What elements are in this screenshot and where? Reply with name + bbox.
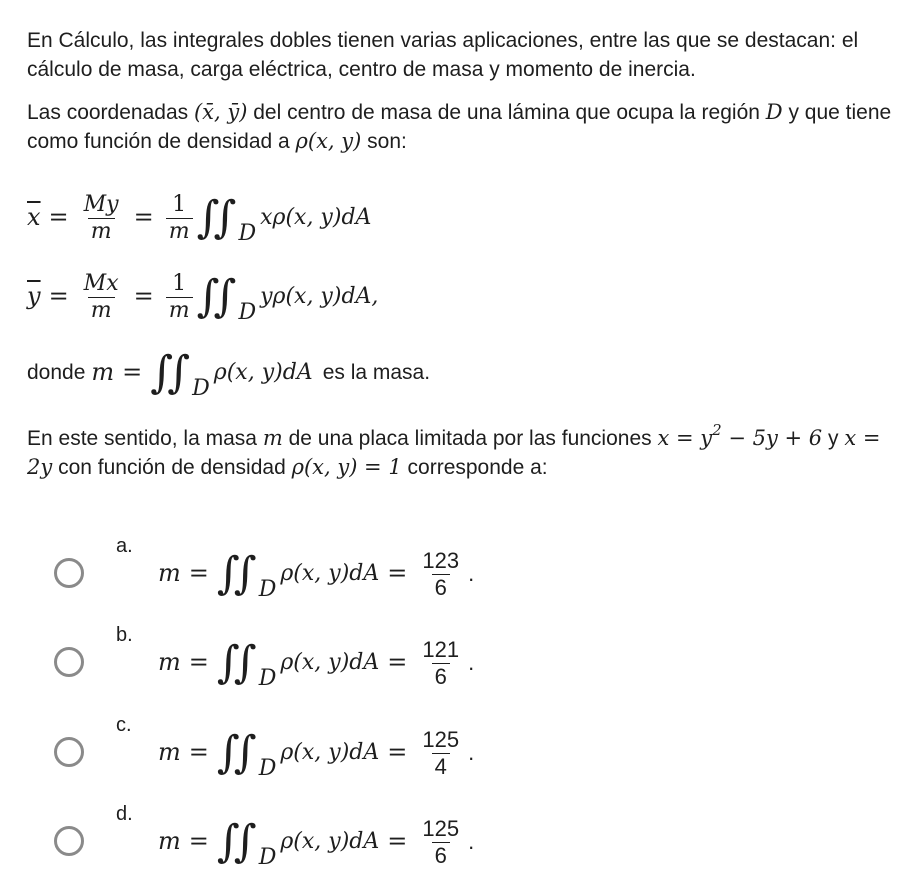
mass-symbol: m <box>158 559 181 588</box>
intro-text: En Cálculo, las integrales dobles tienen varias aplicaciones, entre las que se destacan: el cálculo de masa, carga eléctrica, centro de masa y momento de inercia. <box>27 29 859 82</box>
result-fraction <box>419 548 462 600</box>
mass-symbol: m <box>91 358 115 387</box>
period: . <box>468 828 475 854</box>
ybar-formula <box>27 267 378 327</box>
fraction-numerator: 1 <box>172 271 187 297</box>
radio-button-c[interactable] <box>54 737 84 767</box>
function1-rest: − 5y + 6 <box>721 426 823 450</box>
double-integral-symbol: ∫∫ <box>196 192 231 243</box>
equals-sign: = <box>48 282 69 311</box>
double-integral-symbol: ∫∫ <box>196 271 231 322</box>
equals-sign: = <box>188 738 209 767</box>
function1-exponent: 2 <box>712 421 722 439</box>
radio-button-a[interactable] <box>54 558 84 588</box>
region-subscript: D <box>238 299 257 325</box>
equals-sign: = <box>188 827 209 856</box>
option-letter: b. <box>116 624 133 646</box>
region-subscript: D <box>192 375 210 401</box>
density-condition-math: ρ(x, y) = 1 <box>291 455 402 480</box>
fraction-denominator: 6 <box>432 663 450 689</box>
option-d[interactable] <box>50 800 650 880</box>
fraction-numerator: 121 <box>422 637 460 663</box>
result-fraction <box>419 727 462 779</box>
option-formula <box>158 544 474 604</box>
option-letter: d. <box>116 803 133 825</box>
mx-over-m-fraction <box>81 271 122 323</box>
center-of-mass-paragraph <box>27 98 897 157</box>
option-b[interactable] <box>50 621 650 701</box>
mass-symbol: m <box>158 648 181 677</box>
equals-sign: = <box>133 282 154 311</box>
result-fraction <box>419 816 462 868</box>
question-part4: con función de densidad <box>52 456 292 480</box>
double-integral-symbol: ∫∫ <box>150 347 185 398</box>
center-text-part4: son: <box>361 130 407 154</box>
question-part5: corresponde a: <box>401 456 548 480</box>
double-integral-symbol: ∫∫ <box>216 637 251 688</box>
equals-sign: = <box>387 648 408 677</box>
my-over-m-fraction <box>81 192 122 244</box>
fraction-numerator: 123 <box>422 548 460 574</box>
equals-sign: = <box>48 203 69 232</box>
fraction-numerator: 1 <box>172 192 187 218</box>
question-part2: de una placa limitada por las funciones <box>282 427 658 450</box>
option-letter: c. <box>116 714 132 736</box>
center-text-part3: y que tiene como función de densidad a <box>27 101 892 154</box>
region-subscript: D <box>258 755 277 781</box>
integrand: ρ(x, y)dA <box>280 739 380 765</box>
fraction-denominator: m <box>166 218 193 244</box>
integrand: ρ(x, y)dA <box>213 359 313 385</box>
equals-sign: = <box>133 203 154 232</box>
integrand: yρ(x, y)dA, <box>260 283 379 309</box>
xbar-symbol: $\overline{x}$ <box>27 203 41 232</box>
one-over-m-fraction <box>166 271 193 323</box>
period: . <box>468 560 475 586</box>
function1-math: x = y <box>657 426 713 450</box>
fraction-denominator: 6 <box>432 574 450 600</box>
result-fraction <box>419 637 462 689</box>
option-letter: a. <box>116 535 133 557</box>
mass-prefix: donde <box>27 361 86 385</box>
equals-sign: = <box>188 559 209 588</box>
integrand: ρ(x, y)dA <box>280 828 380 854</box>
center-text-part1: Las coordenadas <box>27 101 194 124</box>
option-a[interactable] <box>50 532 650 612</box>
region-subscript: D <box>258 844 277 870</box>
equals-sign: = <box>387 738 408 767</box>
region-math: D <box>765 100 783 124</box>
integrand: xρ(x, y)dA <box>260 204 372 230</box>
xbar-formula <box>27 188 371 248</box>
mass-suffix: es la masa. <box>322 361 431 385</box>
fraction-denominator: 4 <box>432 753 450 779</box>
option-c[interactable] <box>50 711 650 791</box>
option-formula <box>158 723 474 783</box>
mass-symbol: m <box>158 827 181 856</box>
fraction-denominator: m <box>88 218 115 244</box>
question-part3: y <box>822 427 845 450</box>
mass-formula <box>27 343 430 403</box>
integrand: ρ(x, y)dA <box>280 649 380 675</box>
radio-button-b[interactable] <box>54 647 84 677</box>
fraction-denominator: m <box>88 297 115 323</box>
fraction-denominator: 6 <box>432 842 450 868</box>
radio-button-d[interactable] <box>54 826 84 856</box>
integrand: ρ(x, y)dA <box>280 560 380 586</box>
center-text-part2: del centro de masa de una lámina que ocupa la región <box>247 101 766 124</box>
fraction-denominator: m <box>166 297 193 323</box>
mass-symbol: m <box>158 738 181 767</box>
coords-math: (x̄, ȳ) <box>193 100 248 124</box>
fraction-numerator: My <box>83 192 119 218</box>
intro-paragraph <box>27 26 897 85</box>
double-integral-symbol: ∫∫ <box>216 548 251 599</box>
double-integral-symbol: ∫∫ <box>216 727 251 778</box>
ybar-symbol: $\overline{y}$ <box>27 282 41 311</box>
question-part1: En este sentido, la masa <box>27 427 263 450</box>
one-over-m-fraction <box>166 192 193 244</box>
double-integral-symbol: ∫∫ <box>216 816 251 867</box>
equals-sign: = <box>122 358 143 387</box>
period: . <box>468 739 475 765</box>
region-subscript: D <box>258 665 277 691</box>
fraction-numerator: Mx <box>83 271 119 297</box>
mass-math: m <box>262 426 283 450</box>
function2-math: x = 2y <box>27 426 881 480</box>
region-subscript: D <box>258 576 277 602</box>
region-subscript: D <box>238 220 257 246</box>
question-paragraph <box>27 421 897 483</box>
fraction-numerator: 125 <box>422 727 460 753</box>
period: . <box>468 649 475 675</box>
option-formula <box>158 812 474 872</box>
equals-sign: = <box>387 559 408 588</box>
equals-sign: = <box>387 827 408 856</box>
fraction-numerator: 125 <box>422 816 460 842</box>
equals-sign: = <box>188 648 209 677</box>
option-formula <box>158 633 474 693</box>
density-math: ρ(x, y) <box>295 129 362 154</box>
